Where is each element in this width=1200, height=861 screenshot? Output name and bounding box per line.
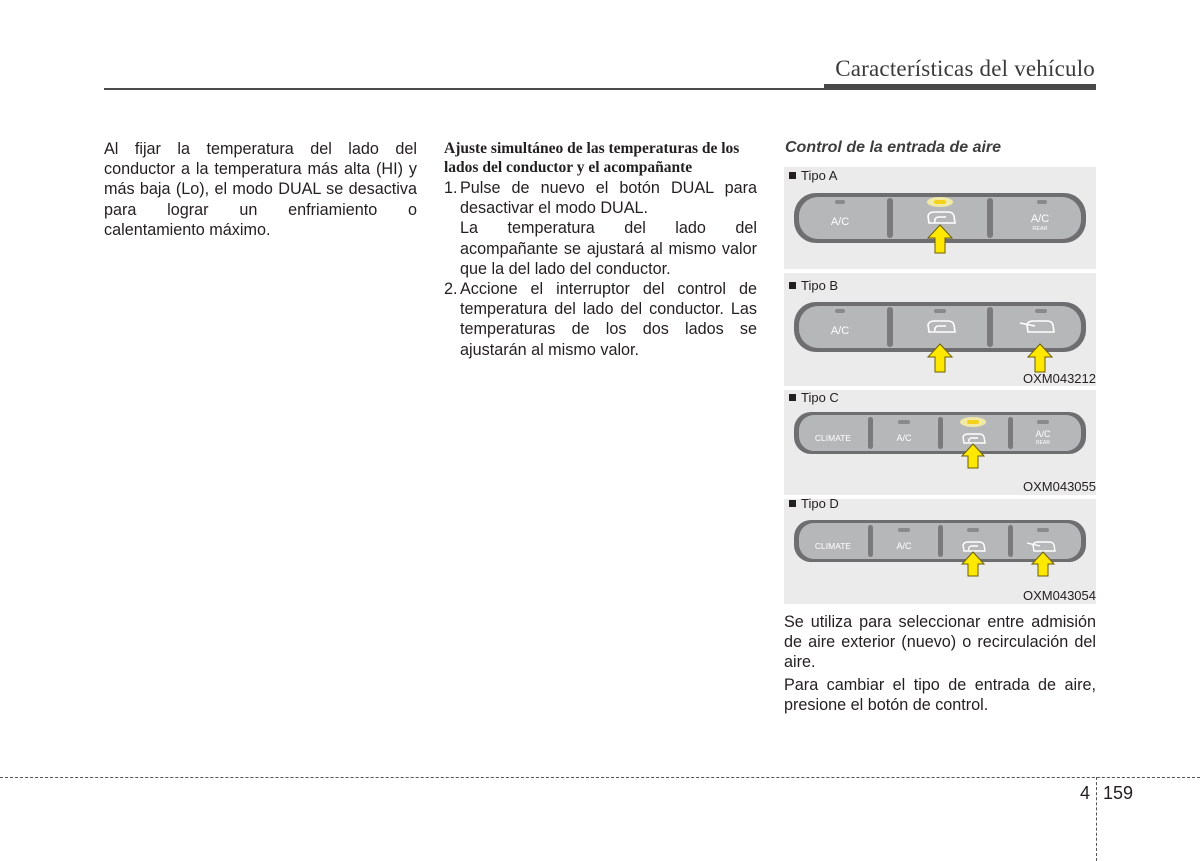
step-1-note: La temperatura del lado del acompañante se ajustará al mismo valor que la del lado del conductor. [460,219,757,278]
section-title: Control de la entrada de aire [785,139,1002,156]
button-label-climate: CLIMATE [814,433,852,443]
figure-tipo-b [784,273,1096,386]
button-label-ac: A/C [830,216,850,228]
column-3-text [784,612,1096,717]
page-number: 159 [1103,783,1134,803]
figure-label: Tipo A [789,168,837,183]
step-1 [444,178,757,218]
footer-divider [0,777,1200,778]
step-text: Accione el interruptor del control de temperatura del lado del conductor. Las temperaturas de los dos lados se ajustarán al mismo valor. [460,280,757,359]
col3-paragraph: Para cambiar el tipo de entrada de aire, presione el botón de control. [784,675,1096,714]
button-label-ac-rear: A/C [1035,429,1051,439]
button-sublabel-rear: REAR [1036,440,1050,446]
section-number: 4 [1080,783,1091,803]
figure-tipo-a [784,167,1096,269]
figure-label: Tipo D [789,496,839,511]
control-panel-illustration [784,167,1096,269]
figure-code: OXM043055 [1023,479,1096,494]
col3-paragraph: Se utiliza para seleccionar entre admisión de aire exterior (nuevo) o recirculación del aire. [784,613,1096,672]
page-header-title: Características del vehículo [835,56,1095,81]
figure-label: Tipo C [789,390,839,405]
figure-tipo-c [784,390,1096,495]
header-rule-accent [824,84,1096,90]
button-sublabel-rear: REAR [1032,226,1048,232]
figure-code: OXM043054 [1023,588,1096,603]
step-number: 2. [444,280,458,299]
figure-tipo-d [784,496,1096,604]
section-heading: Ajuste simultáneo de las temperaturas de los lados del conductor y el acompañante [444,140,740,176]
figure-code: OXM043212 [1023,371,1096,386]
button-label-climate: CLIMATE [814,541,852,551]
control-panel-illustration [784,273,1096,386]
step-2 [444,279,757,360]
button-label-ac: A/C [896,541,912,551]
figure-label: Tipo B [789,278,838,293]
step-number: 1. [444,179,458,197]
column-1 [104,139,417,240]
footer-vertical-divider [1096,777,1097,861]
col1-paragraph: Al fijar la temperatura del lado del conductor a la temperatura más alta (HI) y más baja (Lo), el modo DUAL se desactiva para lograr un enfriamiento o calentamiento máximo. [104,140,417,239]
column-2 [444,139,757,360]
step-text: Pulse de nuevo el botón DUAL para desactivar el modo DUAL. [460,179,757,218]
button-label-ac-rear: A/C [1030,213,1050,225]
button-label-ac: A/C [896,433,912,443]
button-label-ac: A/C [830,325,850,337]
